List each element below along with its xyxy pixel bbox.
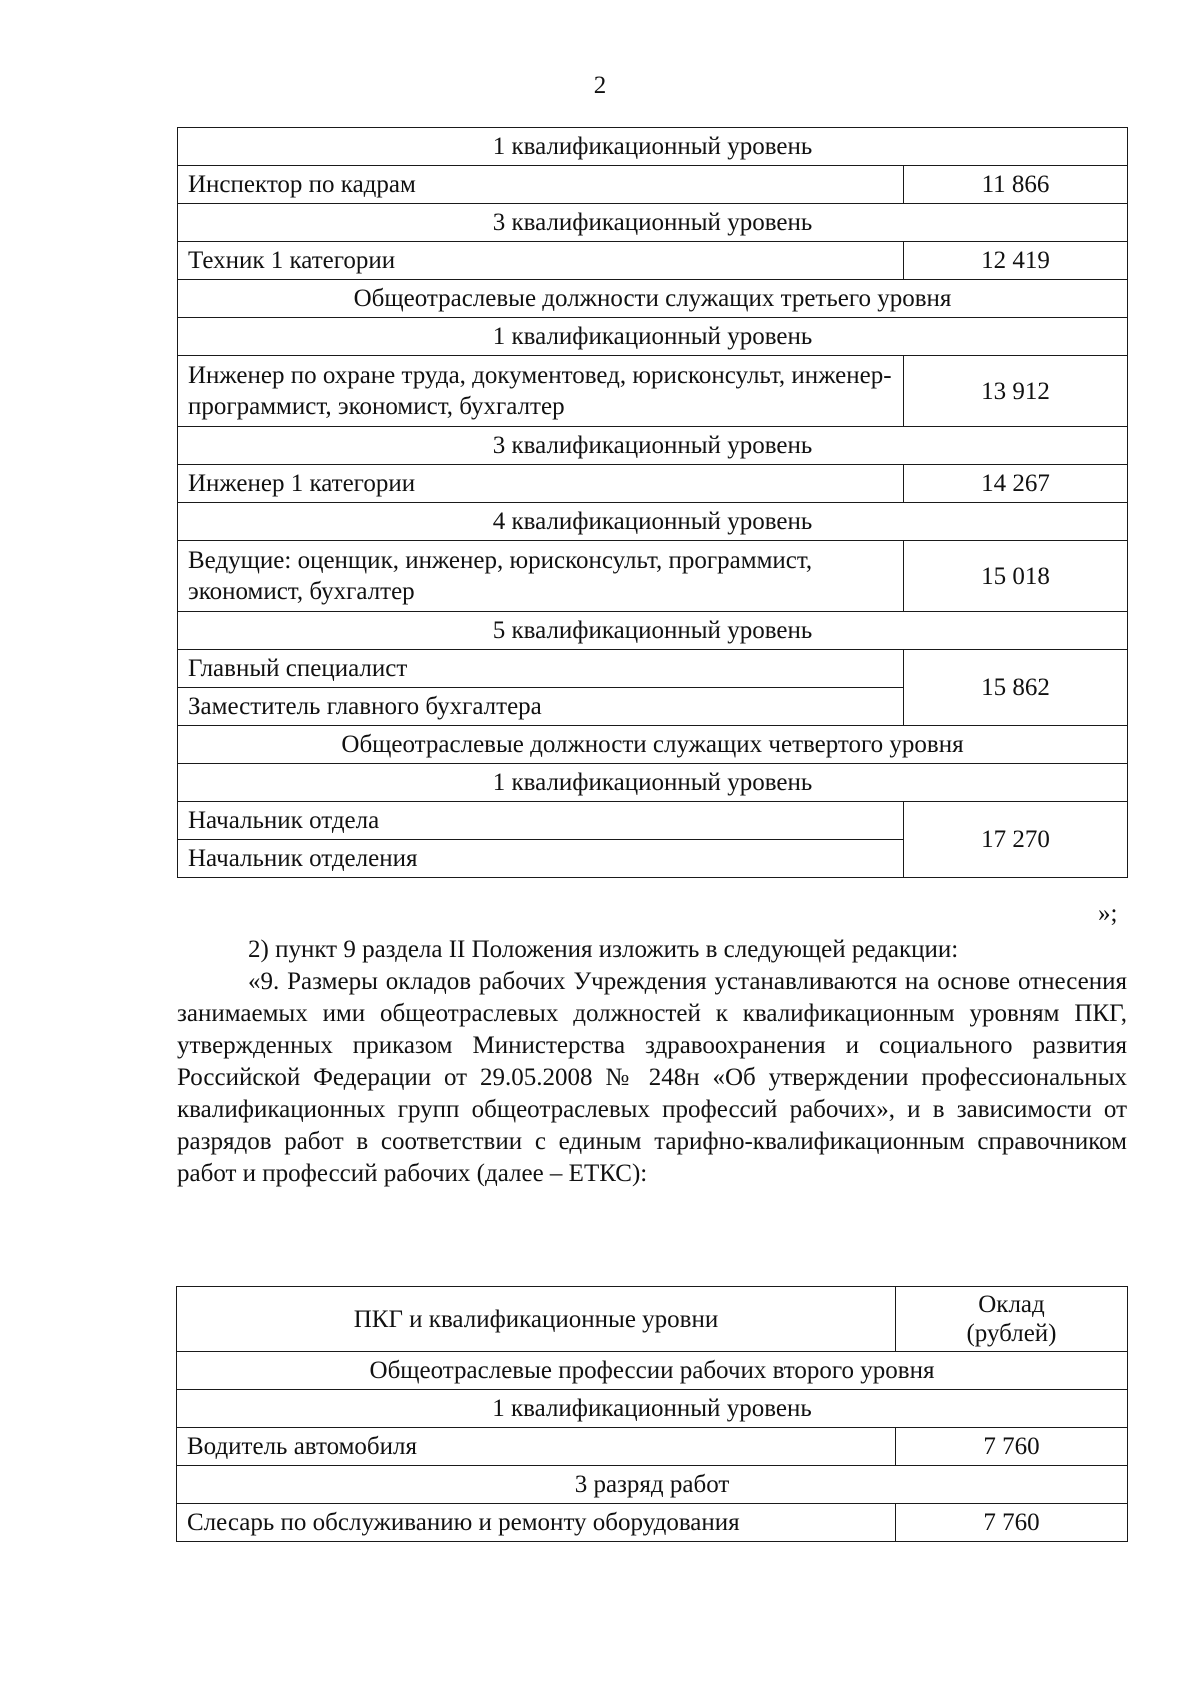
- table-row: [178, 280, 1128, 318]
- table-row: [178, 541, 1128, 612]
- salary-table-employees: [177, 127, 1128, 878]
- section-header: 3 квалификационный уровень: [178, 427, 1128, 465]
- paragraph-body: «9. Размеры окладов рабочих Учреждения устанавливаются на основе отнесения занимаемых ими общеотраслевых должностей к квалификационным уровням ПКГ, утвержденных приказом Министерства здравоохранения и социального развития Российской Федерации от 29.05.2008 № 248н «Об утверждении профессиональных квалификационных групп общеотраслевых профессий рабочих», и в зависимости от разрядов работ в соответствии с единым тарифно-квалификационным справочником работ и профессий рабочих (далее – ЕТКС):: [177, 968, 1127, 1187]
- table-row: [178, 427, 1128, 465]
- section-header: 1 квалификационный уровень: [178, 318, 1128, 356]
- section-header: 1 квалификационный уровень: [178, 764, 1128, 802]
- salary-value: 7 760: [896, 1504, 1128, 1542]
- table-row: [178, 166, 1128, 204]
- salary-value: 15 018: [904, 541, 1128, 612]
- table-row: [178, 650, 1128, 688]
- table-row: [178, 726, 1128, 764]
- salary-value: 11 866: [904, 166, 1128, 204]
- position-name: Водитель автомобиля: [177, 1428, 896, 1466]
- table-row: [178, 503, 1128, 541]
- section-header: 5 квалификационный уровень: [178, 612, 1128, 650]
- section-header: 1 квалификационный уровень: [178, 128, 1128, 166]
- salary-value: 12 419: [904, 242, 1128, 280]
- table-row: [178, 242, 1128, 280]
- table-row: [177, 1390, 1128, 1428]
- section-header: Общеотраслевые должности служащих третьего уровня: [178, 280, 1128, 318]
- table-row: [178, 356, 1128, 427]
- paragraph-intro: 2) пункт 9 раздела II Положения изложить в следующей редакции:: [248, 936, 959, 963]
- table-row: [178, 128, 1128, 166]
- table-row: [178, 204, 1128, 242]
- column-header-salary: Оклад (рублей): [896, 1287, 1128, 1352]
- table-row: [177, 1504, 1128, 1542]
- position-name: Инженер по охране труда, документовед, юрисконсульт, инженер-программист, экономист, бухгалтер: [178, 356, 904, 427]
- table-row: [178, 612, 1128, 650]
- section-header: Общеотраслевые профессии рабочих второго уровня: [177, 1352, 1128, 1390]
- salary-value: 13 912: [904, 356, 1128, 427]
- section-header: 1 квалификационный уровень: [177, 1390, 1128, 1428]
- table-row: [178, 318, 1128, 356]
- section-header: 3 квалификационный уровень: [178, 204, 1128, 242]
- position-name: Заместитель главного бухгалтера: [178, 688, 904, 726]
- column-header-groups: ПКГ и квалификационные уровни: [177, 1287, 896, 1352]
- closing-quote: »;: [1098, 900, 1118, 927]
- salary-table-workers: [176, 1286, 1128, 1542]
- position-name: Ведущие: оценщик, инженер, юрисконсульт, программист, экономист, бухгалтер: [178, 541, 904, 612]
- table-row: [178, 465, 1128, 503]
- salary-value: 15 862: [904, 650, 1128, 726]
- page-number: 2: [593, 72, 607, 99]
- section-header: 3 разряд работ: [177, 1466, 1128, 1504]
- table-row: [178, 764, 1128, 802]
- position-name: Главный специалист: [178, 650, 904, 688]
- table-header-row: [177, 1287, 1128, 1352]
- position-name: Начальник отдела: [178, 802, 904, 840]
- position-name: Инспектор по кадрам: [178, 166, 904, 204]
- table-row: [177, 1352, 1128, 1390]
- position-name: Начальник отделения: [178, 840, 904, 878]
- position-name: Инженер 1 категории: [178, 465, 904, 503]
- position-name: Слесарь по обслуживанию и ремонту оборудования: [177, 1504, 896, 1542]
- table-row: [178, 802, 1128, 840]
- salary-value: 14 267: [904, 465, 1128, 503]
- table-row: [177, 1428, 1128, 1466]
- section-header: Общеотраслевые должности служащих четвертого уровня: [178, 726, 1128, 764]
- section-header: 4 квалификационный уровень: [178, 503, 1128, 541]
- table-row: [177, 1466, 1128, 1504]
- salary-value: 17 270: [904, 802, 1128, 878]
- position-name: Техник 1 категории: [178, 242, 904, 280]
- salary-value: 7 760: [896, 1428, 1128, 1466]
